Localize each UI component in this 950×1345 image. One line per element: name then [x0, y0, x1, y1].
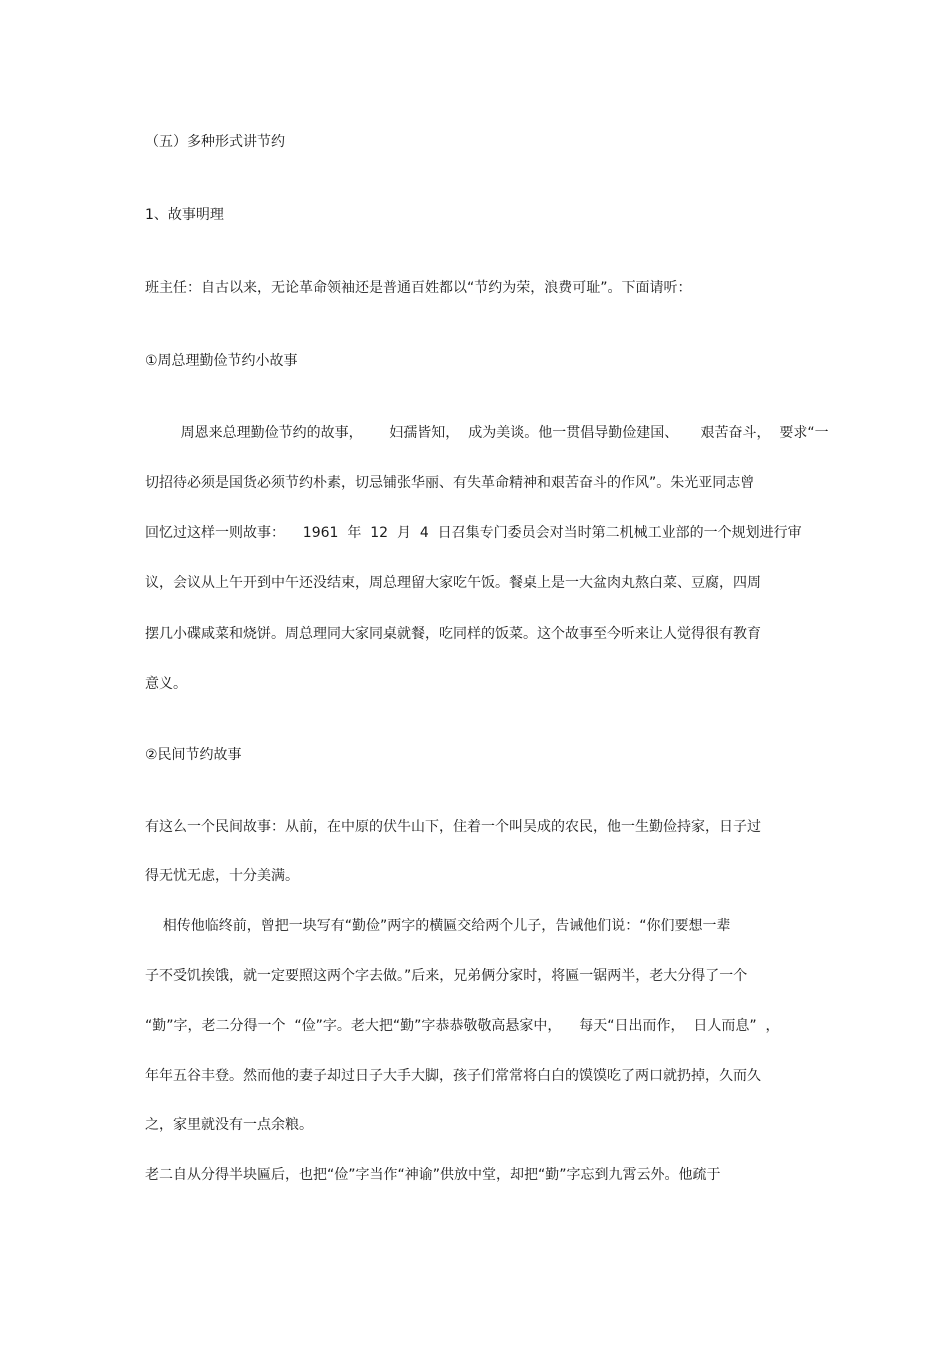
story2-line: 有这么一个民间故事：从前，在中原的伏牛山下，住着一个叫吴成的农民，他一生勤俭持家，日子过: [145, 819, 761, 835]
intro-paragraph: 班主任：自古以来，无论革命领袖还是普通百姓都以“节约为荣，浪费可耻”。下面请听：: [145, 280, 692, 296]
story2-title: ②民间节约故事: [145, 747, 242, 763]
section-title: （五）多种形式讲节约: [145, 134, 285, 150]
story2-line: 得无忧无虑，十分美满。: [145, 868, 299, 884]
story2-line: 相传他临终前，曾把一块写有“勤俭”两字的横匾交给两个儿子，告诫他们说：“你们要想一辈: [145, 918, 731, 934]
story2-line: 子不受饥挨饿，就一定要照这两个字去做。”后来，兄弟俩分家时，将匾一锯两半，老大分得了一个: [145, 968, 748, 984]
story2-line: 之，家里就没有一点余粮。: [145, 1117, 313, 1133]
story2-line: 老二自从分得半块匾后，也把“俭”字当作“神谕”供放中堂，却把“勤”字忘到九霄云外。他疏于: [145, 1167, 721, 1183]
story1-line: 周恩来总理勤俭节约的故事， 妇孺皆知， 成为美谈。他一贯倡导勤俭建国、 艰苦奋斗， 要求“一: [145, 425, 829, 441]
story1-title: ①周总理勤俭节约小故事: [145, 353, 298, 369]
section-subtitle: 1、故事明理: [145, 207, 224, 223]
story1-line: 切招待必须是国货必须节约朴素，切忌铺张华丽、有失革命精神和艰苦奋斗的作风”。朱光亚同志曾: [145, 475, 755, 491]
story2-line: 年年五谷丰登。然而他的妻子却过日子大手大脚，孩子们常常将白白的馍馍吃了两口就扔掉，久而久: [145, 1068, 761, 1084]
story2-line: “勤”字，老二分得一个 “俭”字。老大把“勤”字恭恭敬敬高悬家中， 每天“日出而作， 日人而息” ，: [145, 1018, 780, 1034]
story1-line: 议，会议从上午开到中午还没结束，周总理留大家吃午饭。餐桌上是一大盆肉丸熬白菜、豆腐，四周: [145, 575, 761, 591]
story1-line: 摆几小碟咸菜和烧饼。周总理同大家同桌就餐，吃同样的饭菜。这个故事至今听来让人觉得很有教育: [145, 626, 761, 642]
story1-line: 意义。: [145, 676, 187, 692]
story1-line: 回忆过这样一则故事： 1961 年 12 月 4 日召集专门委员会对当时第二机械工业部的一个规划进行审: [145, 525, 802, 541]
